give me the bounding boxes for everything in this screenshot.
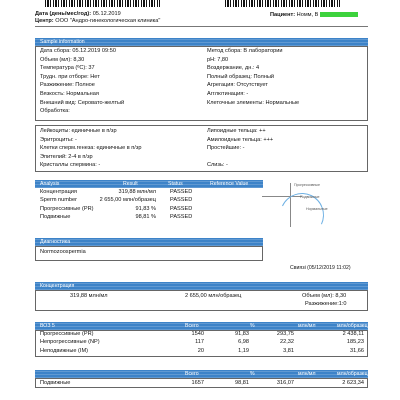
analysis-header-result: Result <box>123 181 138 187</box>
sample-right-field: Агрегация: Отсутствует <box>207 82 268 89</box>
concentration-value-1: 319,88 млн/мл <box>70 293 108 299</box>
analysis-row-status: PASSED <box>170 205 193 212</box>
cells-left-field: Кристаллы спермина: - <box>40 162 101 169</box>
motility-row-mlnsample: 185,23 <box>346 339 364 346</box>
barcode-right <box>225 0 340 7</box>
sample-title: Sample information <box>40 39 85 45</box>
sample-right-field: Клеточные элементы: Нормальные <box>207 99 300 106</box>
motility-row-mlnsample: 2 438,11 <box>342 331 364 337</box>
sample-right-field: Агглютинация: - <box>207 91 249 97</box>
motility-row-mlnml: 22,32 <box>280 339 294 346</box>
motility-row-name: Неподвижные (IM) <box>40 347 88 354</box>
motility-row-name: Непрогрессивные (NP) <box>40 339 100 346</box>
date-label: Дата (день/мес/год): <box>35 11 92 17</box>
motility-row-name: Прогрессивные (PR) <box>40 331 94 337</box>
motility-title: ВОЗ 5 <box>40 323 55 329</box>
total-row-total: 1657 <box>191 380 204 386</box>
sample-left-field: Обработка: <box>40 108 70 115</box>
motility-row-total: 117 <box>195 339 204 346</box>
cells-right-field: Липоидные тельца: ++ <box>207 128 266 134</box>
analysis-row-status: PASSED <box>170 197 193 204</box>
analysis-row-result: 98,81 % <box>135 214 156 221</box>
concentration-value-2: 2 655,00 млн/образец <box>185 293 242 299</box>
date-value: 05.12.2019 <box>92 11 121 17</box>
patient-label: Пациент: <box>270 12 296 18</box>
cells-left-field: Клетки сперм.генеза: единичные в п/зр <box>40 145 142 152</box>
sample-left-field: Дата сбора: 05.12.2019 09:50 <box>40 48 116 54</box>
sample-left-field: Внешний вид: Серовато-желтый <box>40 99 125 106</box>
signature-line: Свиязі (05/12/2019 11:02) <box>290 265 351 271</box>
motility-row-total: 20 <box>197 347 204 354</box>
motility-band <box>35 322 368 330</box>
sample-left-field: Вязкость: Нормальная <box>40 91 99 97</box>
center-value: ООО "Андро-гинекологическая клиника" <box>55 18 161 24</box>
date-line <box>35 11 121 17</box>
sample-left-field: Трудн. при отборе: Нет <box>40 73 100 80</box>
cells-right-field: Амилоидные тельца: +++ <box>207 136 274 143</box>
sample-right-field: Воздержание, дн.: 4 <box>207 65 260 72</box>
motility-row-pct: 6,98 <box>238 339 249 346</box>
analysis-header-analysis: Analysis <box>40 181 60 187</box>
motility-row-pct: 1,19 <box>238 347 249 354</box>
patient-line <box>270 12 358 18</box>
cells-left-field: Лейкоциты: единичные в п/зр <box>40 128 117 134</box>
analysis-row-result: 91,83 % <box>135 205 156 212</box>
cells-left-field: Эпителий: 2-4 в п/зр <box>40 153 93 160</box>
sample-left-field: Объем (мл): 8,30 <box>40 56 85 63</box>
motility-row-mlnsample: 31,66 <box>350 347 364 354</box>
motility-row-mlnml: 293,75 <box>276 331 294 337</box>
patient-redaction <box>320 12 358 17</box>
analysis-row-status: PASSED <box>170 189 193 195</box>
analysis-row-name: Подвижные <box>40 214 71 221</box>
diagnosis-band <box>35 238 263 246</box>
cells-right-field: Простейшие: - <box>207 145 245 152</box>
sample-band <box>35 38 368 46</box>
total-header-mlnsample: млн/образец <box>337 371 368 377</box>
cells-left-field: Эритроциты: - <box>40 136 77 143</box>
total-header-pct: % <box>250 371 255 377</box>
patient-value: Номм, В <box>296 12 319 18</box>
analysis-header-reference: Reference Value <box>210 181 249 187</box>
concentration-title: Концентрация <box>40 283 75 289</box>
center-label: Центр: <box>35 18 54 24</box>
analysis-row-status: PASSED <box>170 214 193 221</box>
analysis-row-name: Прогрессивные (PR) <box>40 205 94 212</box>
motility-row-mlnml: 3,81 <box>283 347 294 354</box>
header-divider <box>35 26 368 27</box>
mini-label-progressive: Прогрессивные <box>294 183 320 187</box>
sample-left-field: Температура (ºC): 37 <box>40 65 95 72</box>
center-line <box>35 18 160 24</box>
total-row-mlnsample: 2 623,34 <box>342 380 364 386</box>
total-row-pct: 98,81 <box>235 380 249 386</box>
analysis-row-result: 319,88 млн/мл <box>118 189 156 195</box>
total-band <box>35 370 368 378</box>
total-row-name: Подвижные <box>40 380 71 386</box>
total-row-mlnml: 316,07 <box>276 380 294 386</box>
sample-right-field: Метод сбора: В лаборатории <box>207 48 283 54</box>
analysis-band <box>35 180 263 188</box>
motility-header-mlnml: млн/мл <box>298 323 316 329</box>
motility-header-pct: % <box>250 323 255 329</box>
sample-left-field: Разжижение: Полное <box>40 82 95 89</box>
analysis-row-result: 2 655,00 млн/образец <box>99 197 156 204</box>
diagnosis-title: Диагностика <box>40 239 71 245</box>
mini-label-normal: Нормальные <box>306 207 328 211</box>
sample-right-field: Полный образец: Полный <box>207 73 274 80</box>
motility-header-total: Всего <box>185 323 199 329</box>
concentration-volume: Объем (мл): 8,30 <box>302 293 347 299</box>
total-header-total: Всего <box>185 371 199 377</box>
diagnosis-value: Normozoospermia <box>40 249 86 255</box>
concentration-band <box>35 282 368 290</box>
analysis-row-name: Концентрация <box>40 189 77 195</box>
total-header-mlnml: млн/мл <box>298 371 316 377</box>
mini-label-motile: Подвижные <box>300 195 320 199</box>
cells-right-field: Слизь: - <box>207 162 228 169</box>
motility-row-total: 1540 <box>191 331 204 337</box>
motility-header-mlnsample: млн/образец <box>337 323 368 329</box>
motility-row-pct: 91,83 <box>235 331 249 337</box>
analysis-header-status: Status <box>168 181 183 187</box>
analysis-row-name: Sperm number <box>40 197 77 204</box>
sample-right-field: pH: 7,80 <box>207 56 229 63</box>
barcode-left <box>45 0 160 7</box>
concentration-dilution: Разжижение:1:0 <box>305 301 347 307</box>
